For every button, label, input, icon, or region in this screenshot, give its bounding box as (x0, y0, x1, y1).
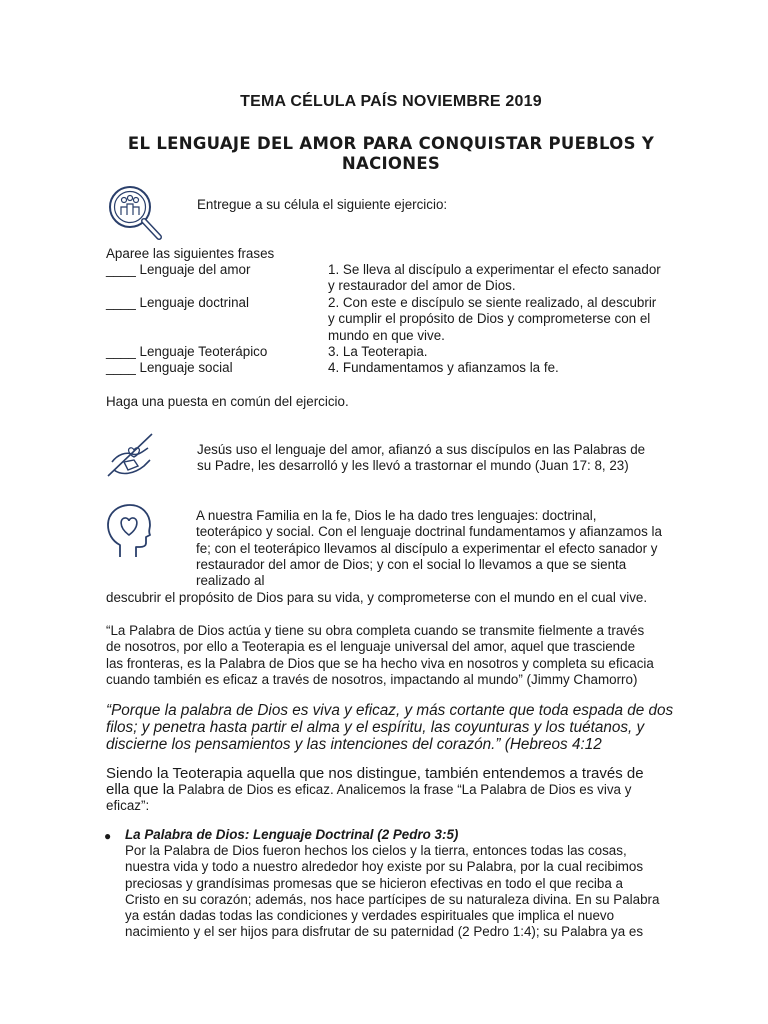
pair-right-1-line-2: y restaurador del amor de Dios. (328, 278, 516, 294)
group-magnifier-icon (104, 184, 168, 244)
bullet-line-3: preciosas y grandísimas promesas que se hicieron efectivas en todo el que reciba a (125, 875, 623, 891)
pair-left-1: ____ Lenguaje del amor (106, 262, 251, 277)
familia-line-6: descubrir el propósito de Dios para su vida, y comprometerse con el mundo en el cual vive. (106, 590, 648, 605)
bullet-marker: ● (104, 829, 112, 843)
teoterapia-line-1: Siendo la Teoterapia aquella que nos distingue, también entendemos a través de (106, 765, 644, 782)
pair-right-2-line-1: 2. Con este e discípulo se siente realizado, al descubrir (328, 295, 657, 310)
bullet-section (125, 827, 676, 940)
familia-paragraph (196, 508, 676, 589)
bullet-line-5: ya están dadas todas las condiciones y verdades espirituales que implica el nuevo (125, 908, 615, 924)
bullet-heading: La Palabra de Dios: Lenguaje Doctrinal (2 Pedro 3:5) (125, 827, 459, 842)
hebreos-quote (106, 702, 676, 753)
hebreos-line-1: “Porque la palabra de Dios es viva y eficaz, y más cortante que toda espada de dos (106, 702, 674, 719)
pair-left-4: ____ Lenguaje social (106, 360, 233, 375)
pair-right-4: 4. Fundamentamos y afianzamos la fe. (328, 360, 559, 375)
bullet-line-6: nacimiento y el ser hijos para disfrutar de su paternidad (2 Pedro 1:4); su Palabra ya es (125, 924, 644, 940)
familia-line-4: restaurador del amor de Dios; y con el social lo llevamos a que se sienta (196, 556, 627, 572)
exercise-intro: Entregue a su célula el siguiente ejercicio: (197, 197, 448, 212)
hebreos-line-2: filos; y penetra hasta partir el alma y el espíritu, las coyunturas y los tuétanos, y (106, 719, 645, 736)
jesus-line-1: Jesús uso el lenguaje del amor, afianzó a sus discípulos en las Palabras de (197, 442, 646, 457)
bullet-line-2: nuestra vida y todo a nuestro alrededor hoy existe por su Palabra, por la cual recibimos (125, 859, 644, 875)
teoterapia-line-2-small: Palabra de Dios es eficaz. Analicemos la frase “La Palabra de Dios es viva y (174, 782, 632, 797)
subtitle-line-1: EL LENGUAJE DEL AMOR PARA CONQUISTAR PUEBLOS Y (127, 134, 655, 153)
subtitle-line-2: NACIONES (341, 154, 441, 173)
jesus-line-2: su Padre, les desarrolló y les llevó a trastornar el mundo (Juan 17: 8, 23) (197, 458, 629, 474)
pair-right-3: 3. La Teoterapia. (328, 344, 428, 359)
pair-right-1 (328, 262, 676, 295)
bullet-line-4: Cristo en su corazón; además, nos hace partícipes de su naturaleza divina. En su Palabra (125, 891, 660, 907)
page-title: TEMA CÉLULA PAÍS NOVIEMBRE 2019 (240, 93, 542, 110)
pair-right-2-line-2: y cumplir el propósito de Dios y comprometerse con el (328, 311, 651, 327)
pair-left-2: ____ Lenguaje doctrinal (106, 295, 249, 310)
chamorro-line-1: “La Palabra de Dios actúa y tiene su obra completa cuando se transmite fielmente a través (106, 623, 645, 638)
hands-love-icon (104, 432, 158, 484)
pair-right-2-line-3: mundo en que vive. (328, 327, 445, 343)
exercise-instruction: Aparee las siguientes frases (106, 246, 275, 261)
jesus-paragraph (197, 442, 676, 475)
pair-right-2 (328, 295, 676, 344)
hebreos-line-3: discierne los pensamientos y las intenciones del corazón.” (Hebreos 4:12 (106, 736, 602, 753)
teoterapia-paragraph (106, 766, 676, 815)
bullet-line-1: Por la Palabra de Dios fueron hechos los cielos y la tierra, entonces todas las cosas, (125, 843, 627, 859)
familia-line-3: fe; con el teoterápico llevamos al discípulo a experimentar el efecto sanador y (196, 540, 658, 556)
pair-right-1-line-1: 1. Se lleva al discípulo a experimentar el efecto sanador (328, 262, 661, 277)
chamorro-line-4: cuando también es eficaz a través de nosotros, impactando al mundo” (Jimmy Chamorro) (106, 671, 638, 687)
familia-line-2: teoterápico y social. Con el lenguaje doctrinal fundamentamos y afianzamos la (196, 524, 662, 540)
chamorro-line-2: de nosotros, por ello a Teoterapia es el lenguaje universal del amor, aquel que trasciende (106, 639, 636, 655)
familia-line-1: A nuestra Familia en la fe, Dios le ha dado tres lenguajes: doctrinal, (196, 508, 597, 523)
teoterapia-line-2-big: ella que la (106, 781, 175, 798)
familia-line-5: realizado al (196, 573, 265, 589)
chamorro-quote (106, 623, 676, 688)
page-subtitle (106, 134, 676, 174)
pair-left-3: ____ Lenguaje Teoterápico (106, 344, 268, 359)
exercise-closing: Haga una puesta en común del ejercicio. (106, 394, 349, 409)
head-heart-icon (106, 503, 152, 559)
teoterapia-line-3: eficaz”: (106, 798, 150, 814)
chamorro-line-3: las fronteras, es la Palabra de Dios que se ha hecho viva en nosotros y completa su eficacia (106, 655, 654, 671)
